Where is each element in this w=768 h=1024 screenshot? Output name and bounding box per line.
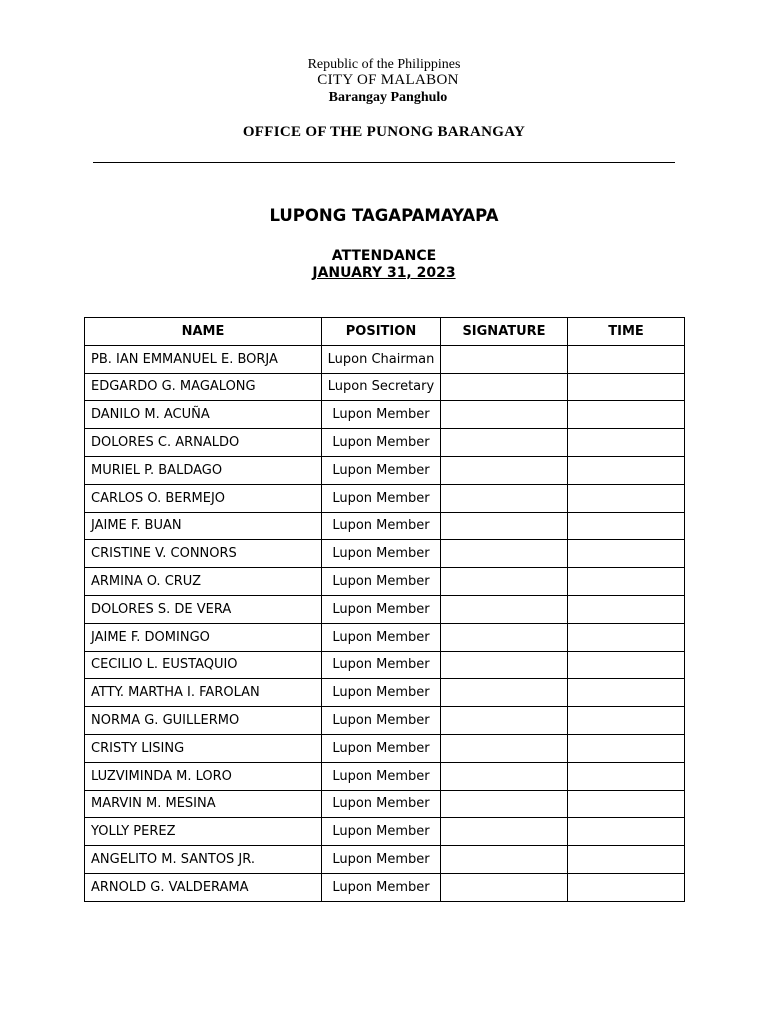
time-cell	[568, 373, 685, 401]
position-cell: Lupon Member	[322, 679, 441, 707]
name-cell: CRISTY LISING	[85, 734, 322, 762]
table-row	[85, 345, 685, 373]
table-row	[85, 512, 685, 540]
position-cell: Lupon Member	[322, 734, 441, 762]
time-cell	[568, 651, 685, 679]
name-cell: PB. IAN EMMANUEL E. BORJA	[85, 345, 322, 373]
signature-cell	[441, 734, 568, 762]
position-cell: Lupon Member	[322, 623, 441, 651]
position-cell: Lupon Member	[322, 790, 441, 818]
time-cell	[568, 873, 685, 901]
name-cell: DOLORES S. DE VERA	[85, 595, 322, 623]
position-cell: Lupon Member	[322, 429, 441, 457]
name-cell: MURIEL P. BALDAGO	[85, 456, 322, 484]
signature-cell	[441, 762, 568, 790]
time-cell	[568, 790, 685, 818]
signature-cell	[441, 512, 568, 540]
name-cell: DOLORES C. ARNALDO	[85, 429, 322, 457]
signature-cell	[441, 873, 568, 901]
name-cell: ARNOLD G. VALDERAMA	[85, 873, 322, 901]
header-divider	[93, 162, 675, 163]
signature-cell	[441, 651, 568, 679]
table-row	[85, 429, 685, 457]
table-row	[85, 373, 685, 401]
position-cell: Lupon Member	[322, 456, 441, 484]
name-cell: DANILO M. ACUÑA	[85, 401, 322, 429]
signature-cell	[441, 790, 568, 818]
column-header-signature: SIGNATURE	[441, 318, 568, 346]
column-header-time: TIME	[568, 318, 685, 346]
column-header-position: POSITION	[322, 318, 441, 346]
column-header-name: NAME	[85, 318, 322, 346]
signature-cell	[441, 623, 568, 651]
table-row	[85, 762, 685, 790]
table-row	[85, 846, 685, 874]
name-cell: CECILIO L. EUSTAQUIO	[85, 651, 322, 679]
table-row	[85, 401, 685, 429]
position-cell: Lupon Member	[322, 873, 441, 901]
time-cell	[568, 734, 685, 762]
table-row	[85, 568, 685, 596]
name-cell: NORMA G. GUILLERMO	[85, 707, 322, 735]
republic-line: Republic of the Philippines	[307, 57, 461, 72]
table-row	[85, 595, 685, 623]
city-line: CITY OF MALABON	[317, 72, 459, 88]
signature-cell	[441, 595, 568, 623]
table-row	[85, 707, 685, 735]
position-cell: Lupon Member	[322, 595, 441, 623]
table-row	[85, 873, 685, 901]
signature-cell	[441, 846, 568, 874]
position-cell: Lupon Member	[322, 818, 441, 846]
table-row	[85, 540, 685, 568]
time-cell	[568, 623, 685, 651]
time-cell	[568, 456, 685, 484]
name-cell: JAIME F. BUAN	[85, 512, 322, 540]
attendance-date: JANUARY 31, 2023	[312, 265, 456, 281]
table-row	[85, 790, 685, 818]
position-cell: Lupon Member	[322, 707, 441, 735]
position-cell: Lupon Member	[322, 846, 441, 874]
position-cell: Lupon Member	[322, 512, 441, 540]
time-cell	[568, 345, 685, 373]
time-cell	[568, 429, 685, 457]
table-row	[85, 456, 685, 484]
signature-cell	[441, 345, 568, 373]
signature-cell	[441, 679, 568, 707]
document-title: LUPONG TAGAPAMAYAPA	[269, 206, 499, 225]
table-row	[85, 734, 685, 762]
name-cell: EDGARDO G. MAGALONG	[85, 373, 322, 401]
name-cell: CRISTINE V. CONNORS	[85, 540, 322, 568]
signature-cell	[441, 707, 568, 735]
position-cell: Lupon Member	[322, 401, 441, 429]
signature-cell	[441, 373, 568, 401]
barangay-line: Barangay Panghulo	[328, 90, 448, 105]
time-cell	[568, 568, 685, 596]
attendance-table	[84, 317, 685, 902]
attendance-heading: ATTENDANCE	[331, 248, 437, 264]
time-cell	[568, 512, 685, 540]
table-row	[85, 623, 685, 651]
name-cell: YOLLY PEREZ	[85, 818, 322, 846]
name-cell: ANGELITO M. SANTOS JR.	[85, 846, 322, 874]
signature-cell	[441, 401, 568, 429]
name-cell: LUZVIMINDA M. LORO	[85, 762, 322, 790]
position-cell: Lupon Member	[322, 484, 441, 512]
name-cell: JAIME F. DOMINGO	[85, 623, 322, 651]
time-cell	[568, 707, 685, 735]
signature-cell	[441, 456, 568, 484]
table-row	[85, 651, 685, 679]
table-body	[85, 345, 685, 901]
time-cell	[568, 401, 685, 429]
signature-cell	[441, 484, 568, 512]
name-cell: ARMINA O. CRUZ	[85, 568, 322, 596]
office-heading: OFFICE OF THE PUNONG BARANGAY	[242, 124, 526, 140]
signature-cell	[441, 568, 568, 596]
position-cell: Lupon Member	[322, 540, 441, 568]
position-cell: Lupon Secretary	[322, 373, 441, 401]
table-row	[85, 484, 685, 512]
time-cell	[568, 540, 685, 568]
table-row	[85, 679, 685, 707]
signature-cell	[441, 818, 568, 846]
position-cell: Lupon Chairman	[322, 345, 441, 373]
position-cell: Lupon Member	[322, 651, 441, 679]
name-cell: CARLOS O. BERMEJO	[85, 484, 322, 512]
name-cell: MARVIN M. MESINA	[85, 790, 322, 818]
signature-cell	[441, 540, 568, 568]
time-cell	[568, 595, 685, 623]
time-cell	[568, 679, 685, 707]
time-cell	[568, 818, 685, 846]
position-cell: Lupon Member	[322, 762, 441, 790]
time-cell	[568, 484, 685, 512]
table-row	[85, 818, 685, 846]
table-header-row	[85, 318, 685, 346]
signature-cell	[441, 429, 568, 457]
position-cell: Lupon Member	[322, 568, 441, 596]
name-cell: ATTY. MARTHA I. FAROLAN	[85, 679, 322, 707]
time-cell	[568, 762, 685, 790]
time-cell	[568, 846, 685, 874]
